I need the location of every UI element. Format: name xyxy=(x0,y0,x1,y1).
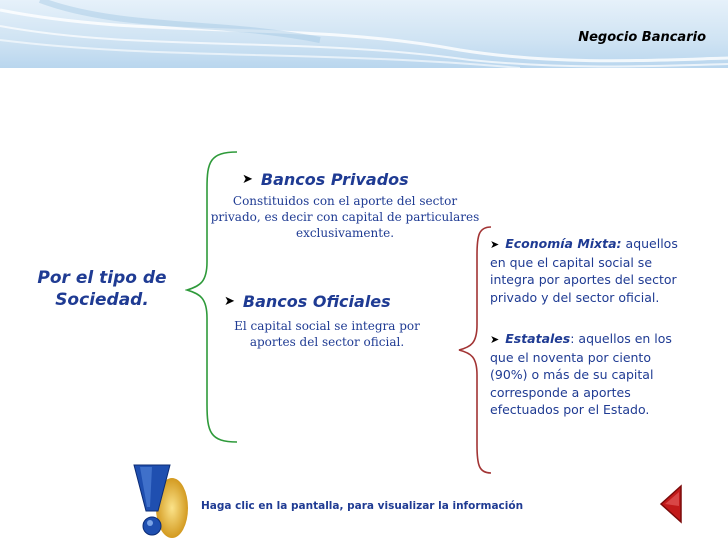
bancos-oficiales-description xyxy=(222,318,432,350)
bancos-oficiales-desc-line1: El capital social se integra por xyxy=(234,319,420,333)
arrowhead-bullet-icon: ➤ xyxy=(242,172,253,187)
click-to-view-instruction[interactable]: Haga clic en la pantalla, para visualizar la información xyxy=(201,500,524,512)
estatales-text: : aquellos en los que el noventa por ciento (90%) o más de su capital corresponde a aportes efectuados por el Estado. xyxy=(490,331,672,417)
bancos-privados-desc-line1: Constituidos con el aporte del sector xyxy=(232,194,458,208)
economia-mixta-text: aquellos en que el capital social se integra por aportes del sector privado y del sector oficial. xyxy=(490,236,678,305)
header-banner xyxy=(0,0,728,68)
bancos-oficiales-title: Bancos Oficiales xyxy=(242,292,391,311)
bancos-privados-heading xyxy=(242,170,409,189)
exclamation-logo-icon xyxy=(130,463,190,543)
slide-title: Negocio Bancario xyxy=(578,30,706,45)
bancos-privados-title: Bancos Privados xyxy=(260,170,409,189)
economia-mixta-item xyxy=(490,235,690,306)
economia-mixta-key: Economía Mixta: xyxy=(505,236,622,251)
next-slide-icon[interactable] xyxy=(657,484,685,524)
bancos-oficiales-heading xyxy=(224,292,391,311)
bancos-oficiales-desc-line2: aportes del sector oficial. xyxy=(249,335,405,349)
bancos-privados-description xyxy=(200,193,490,241)
right-curly-brace xyxy=(455,225,495,475)
arrowhead-bullet-icon: ➤ xyxy=(490,238,500,251)
bancos-privados-desc-line2: privado, es decir con capital de particulares xyxy=(210,210,480,224)
estatales-item xyxy=(490,330,690,419)
arrowhead-bullet-icon: ➤ xyxy=(490,333,500,346)
bancos-privados-desc-line3: exclusivamente. xyxy=(295,226,395,240)
classification-label-line2: Sociedad. xyxy=(55,290,149,310)
classification-label xyxy=(22,267,182,311)
classification-label-line1: Por el tipo de xyxy=(37,268,167,288)
estatales-key: Estatales xyxy=(505,331,571,346)
arrowhead-bullet-icon: ➤ xyxy=(224,294,235,309)
